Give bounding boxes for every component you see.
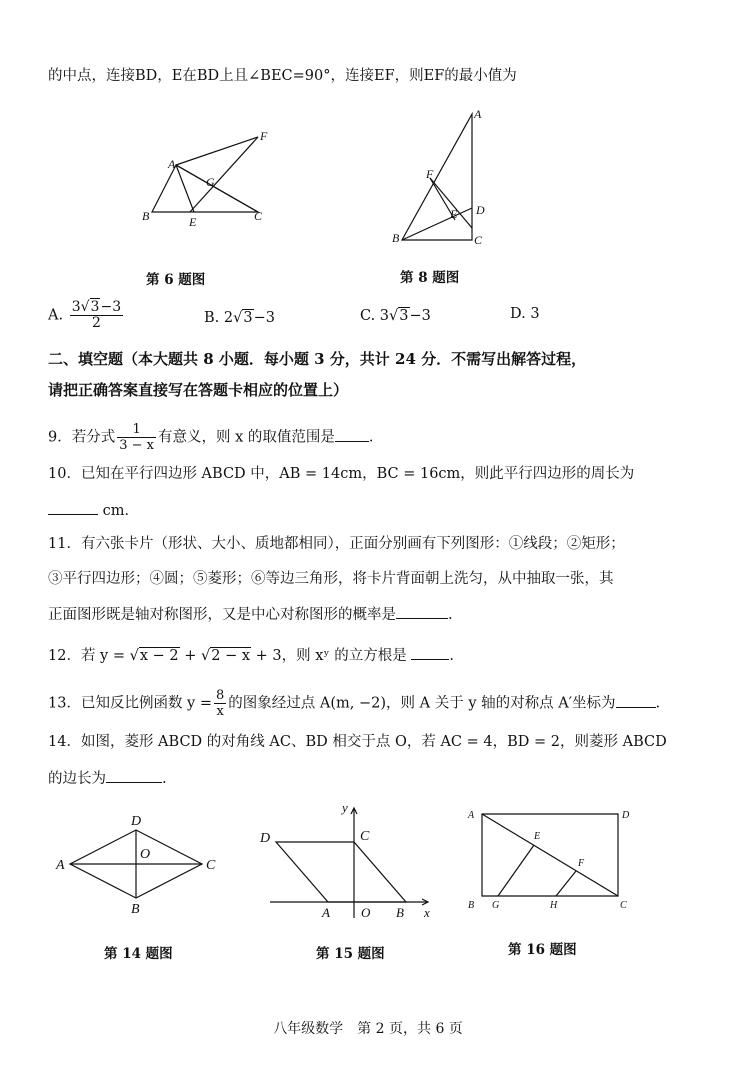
question-13: 13．已知反比例函数 y = $\frac{8}{x}$ 的图象经过点 A(m, −2)，则 A 关于 y 轴的对称点 A′坐标为 . <box>48 688 661 719</box>
fig8-label-f: F <box>426 167 434 181</box>
figure-16-diagram <box>462 804 642 914</box>
fig14-label-c: C <box>206 858 216 873</box>
fig6-label-g: G <box>206 175 215 189</box>
question-continuation: 的中点，连接BD，E在BD上且∠BEC=90°，连接EF，则EF的最小值为 <box>48 68 517 84</box>
fig14-label-d: D <box>131 814 142 829</box>
fig16-label-e: E <box>534 831 541 842</box>
figure-15-diagram <box>256 800 446 925</box>
fig14-label-a: A <box>56 858 65 873</box>
fig8-label-d: D <box>476 203 485 217</box>
question-14-line-1: 14．如图，菱形 ABCD 的对角线 AC、BD 相交于点 O，若 AC = 4，BD = 2，则菱形 ABCD <box>48 734 667 750</box>
fig6-label-f: F <box>260 129 268 143</box>
fig6-label-a: A <box>168 157 176 171</box>
q13-answer-blank <box>616 693 656 708</box>
question-11-line-1: 11．有六张卡片（形状、大小、质地都相同），正面分别画有下列图形：①线段；②矩形； <box>48 536 625 552</box>
fig15-label-b: B <box>396 905 404 920</box>
fig15-label-x: x <box>424 905 430 920</box>
choice-b: B. 2√3−3 <box>204 310 275 326</box>
figure-8-diagram <box>392 108 502 248</box>
fig16-label-f: F <box>578 858 585 869</box>
fig16-label-g: G <box>492 900 500 911</box>
fig15-label-d: D <box>260 831 271 846</box>
fig15-label-o: O <box>361 905 371 920</box>
fig8-label-e: E <box>450 207 458 221</box>
fig8-label-b: B <box>392 231 400 245</box>
question-10-unit: cm． <box>48 500 696 521</box>
fig16-label-c: C <box>620 900 627 911</box>
section-2-instructions: 请把正确答案直接写在答题卡相应的位置上） <box>48 381 349 399</box>
choice-d: D. 3 <box>510 306 540 322</box>
fig6-label-c: C <box>254 209 263 223</box>
fig8-label-a: A <box>474 107 482 121</box>
figure-6-caption: 第 6 题图 <box>146 272 206 288</box>
question-9: 9．若分式 $\frac{1}{3 - x}$ 有意义，则 x 的取值范围是 . <box>48 422 374 453</box>
fig15-label-c: C <box>360 829 370 844</box>
choice-c: C. 3√3−3 <box>360 308 431 324</box>
fig6-label-b: B <box>142 209 150 223</box>
q14-answer-blank <box>106 768 162 783</box>
fig14-label-b: B <box>131 902 140 917</box>
question-11-line-2: ③平行四边形；④圆；⑤菱形；⑥等边三角形，将卡片背面朝上洗匀，从中抽取一张，其 <box>48 571 614 587</box>
section-2-title: 二、填空题 <box>48 350 124 368</box>
figure-6-diagram <box>140 128 290 238</box>
fig8-label-c: C <box>474 233 483 247</box>
figure-8-caption: 第 8 题图 <box>400 270 460 286</box>
section-2-header: 二、填空题（本大题共 8 小题．每小题 3 分，共计 24 分．不需写出解答过程， <box>48 350 587 368</box>
fig16-label-d: D <box>622 810 630 821</box>
figure-15-caption: 第 15 题图 <box>316 946 385 962</box>
q9-answer-blank <box>335 427 369 442</box>
figure-14-caption: 第 14 题图 <box>104 946 173 962</box>
question-11-line-3: 正面图形既是轴对称图形，又是中心对称图形的概率是 . <box>48 604 696 625</box>
fig15-label-y: y <box>342 800 348 815</box>
fig16-label-b: B <box>468 900 475 911</box>
question-10: 10．已知在平行四边形 ABCD 中，AB = 14cm，BC = 16cm，则此平行四边形的周长为 <box>48 466 635 482</box>
figure-16-caption: 第 16 题图 <box>508 942 577 958</box>
q12-answer-blank <box>411 645 449 660</box>
question-12: 12．若 y = √x − 2 + √2 − x + 3，则 xʸ 的立方根是 . <box>48 645 696 666</box>
figure-14-diagram <box>56 812 226 917</box>
choice-a: A. $\frac{3√3-3}{2}$ <box>48 299 122 331</box>
fig16-label-a: A <box>468 810 475 821</box>
fig6-label-e: E <box>189 215 197 229</box>
fig14-label-o: O <box>140 847 151 862</box>
q10-answer-blank <box>48 500 98 515</box>
q11-answer-blank <box>396 604 448 619</box>
fig16-label-h: H <box>550 900 558 911</box>
question-14-line-2: 的边长为 . <box>48 768 696 789</box>
page-footer: 八年级数学 第 2 页，共 6 页 <box>273 1021 463 1037</box>
fig15-label-a: A <box>322 905 330 920</box>
